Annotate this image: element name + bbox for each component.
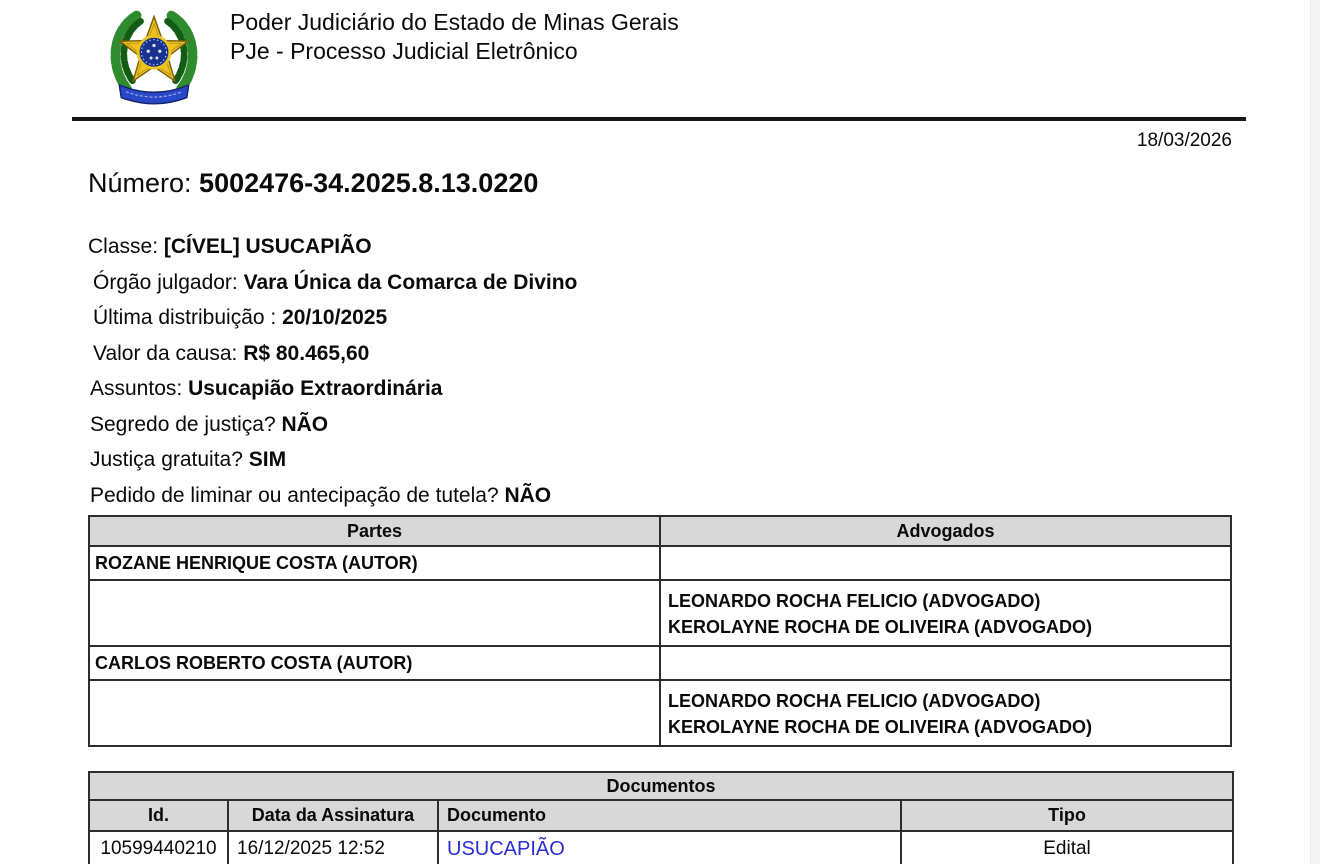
advogado-name: KEROLAYNE ROCHA DE OLIVEIRA (ADVOGADO) [668,717,1093,737]
documento-cell [438,831,901,864]
documento-id: 10599440210 [89,831,228,864]
advogados-cell [660,680,1231,746]
advogado-name: LEONARDO ROCHA FELICIO (ADVOGADO) [668,591,1041,611]
detail-ultima-distribuicao: Última distribuição : 20/10/2025 [93,306,388,329]
id-column-header: Id. [89,800,228,831]
advogado-name: LEONARDO ROCHA FELICIO (ADVOGADO) [668,691,1041,711]
parte-name: ROZANE HENRIQUE COSTA (AUTOR) [89,546,660,580]
detail-assuntos: Assuntos: Usucapião Extraordinária [90,377,443,400]
partes-column-header: Partes [89,516,660,546]
documentos-table-title: Documentos [89,772,1233,800]
parte-name: CARLOS ROBERTO COSTA (AUTOR) [89,646,660,680]
advogados-cell-empty [660,646,1231,680]
brazil-coat-of-arms-icon [103,4,205,117]
process-number-value: 5002476-34.2025.8.13.0220 [199,168,539,198]
header-title [230,8,679,66]
advogados-column-header: Advogados [660,516,1231,546]
process-number-label: Número: [88,168,200,198]
tipo-column-header: Tipo [901,800,1233,831]
detail-pedido-liminar: Pedido de liminar ou antecipação de tutela? NÃO [90,483,552,507]
parte-cell-empty [89,680,660,746]
header-title-line2: PJe - Processo Judicial Eletrônico [230,38,578,64]
detail-classe: Classe: [CÍVEL] USUCAPIÃO [88,235,372,258]
documento-link[interactable]: USUCAPIÃO [447,837,565,860]
parte-cell-empty [89,580,660,646]
detail-orgao-julgador: Órgão julgador: Vara Única da Comarca de Divino [93,270,578,294]
data-assinatura-column-header: Data da Assinatura [228,800,438,831]
header-divider [72,117,1246,121]
detail-segredo-justica: Segredo de justiça? NÃO [90,412,329,436]
header-title-line1: Poder Judiciário do Estado de Minas Gerais [230,9,679,35]
table-row-parte-1 [89,546,1231,580]
documentos-table-header-row [89,800,1233,831]
documento-column-header: Documento [438,800,901,831]
advogados-cell [660,580,1231,646]
advogados-cell-empty [660,546,1231,580]
table-row-advogados-1 [89,580,1231,646]
documento-tipo: Edital [901,831,1233,864]
process-details [88,229,577,513]
viewer-page-edge [1310,0,1320,864]
documentos-table-title-row [89,772,1233,800]
table-row-parte-2 [89,646,1231,680]
detail-justica-gratuita: Justiça gratuita? SIM [90,448,287,471]
process-number-line [88,168,538,199]
partes-advogados-table [88,515,1232,747]
partes-table-header-row [89,516,1231,546]
advogado-name: KEROLAYNE ROCHA DE OLIVEIRA (ADVOGADO) [668,617,1093,637]
documentos-table [88,771,1234,864]
documento-data-assinatura: 16/12/2025 12:52 [228,831,438,864]
table-row-advogados-2 [89,680,1231,746]
detail-valor-causa: Valor da causa: R$ 80.465,60 [93,341,370,365]
documento-row [89,831,1233,864]
document-date: 18/03/2026 [1136,130,1232,151]
